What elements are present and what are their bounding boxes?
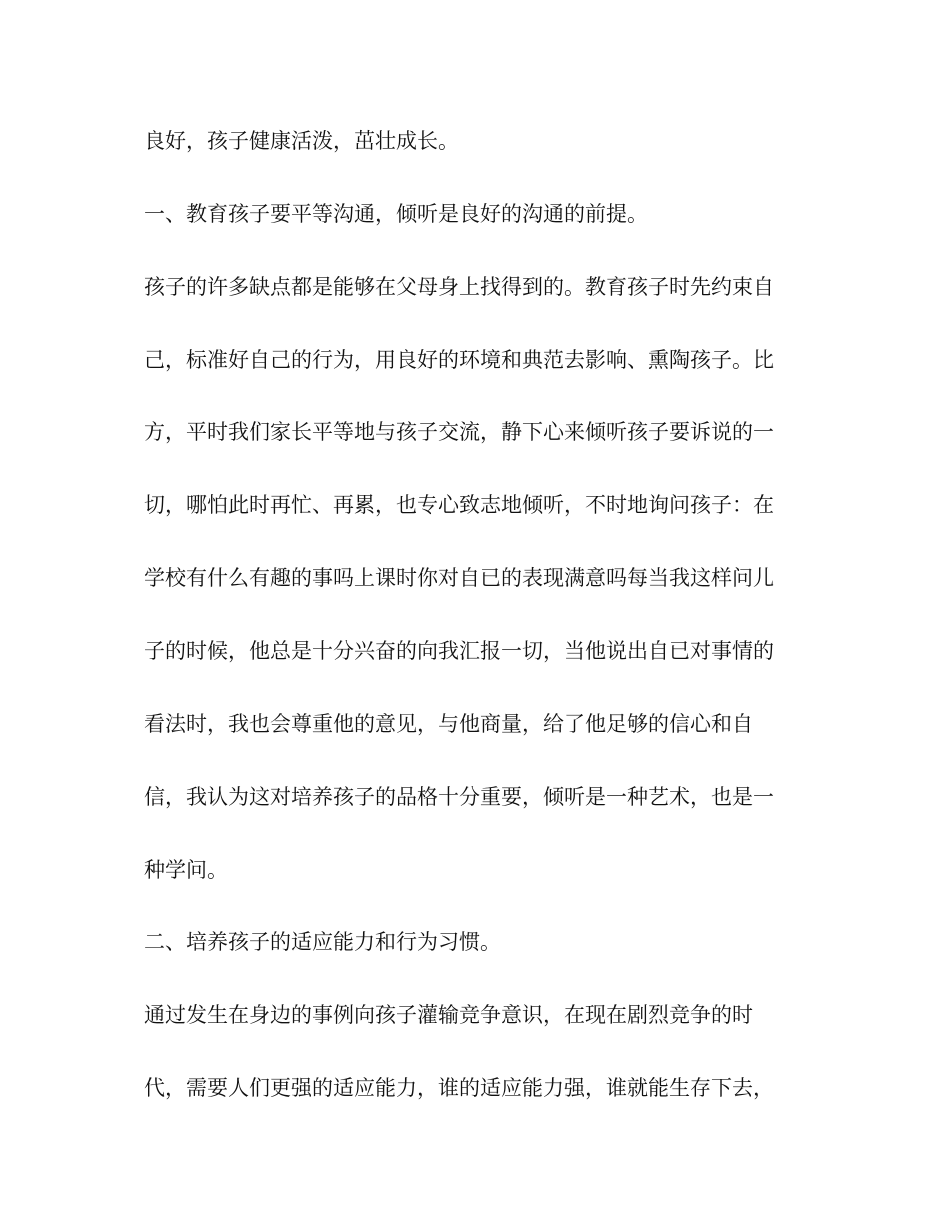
- text-line: 己，标准好自己的行为，用良好的环境和典范去影响、熏陶孩子。比: [144, 348, 774, 372]
- text-line: 种学问。: [144, 858, 228, 882]
- text-line: 方，平时我们家长平等地与孩子交流，静下心来倾听孩子要诉说的一: [144, 420, 774, 444]
- text-line: 信，我认为这对培养孩子的品格十分重要，倾听是一种艺术，也是一: [144, 785, 774, 809]
- section-heading-2: 二、培养孩子的适应能力和行为习惯。: [144, 930, 501, 954]
- text-line: 学校有什么有趣的事吗上课时你对自已的表现满意吗每当我这样问儿: [144, 566, 774, 590]
- text-line: 看法时，我也会尊重他的意见，与他商量，给了他足够的信心和自: [144, 712, 753, 736]
- text-line: 孩子的许多缺点都是能够在父母身上找得到的。教育孩子时先约束自: [144, 275, 774, 299]
- text-line: 代，需要人们更强的适应能力，谁的适应能力强，谁就能生存下去，: [144, 1076, 774, 1100]
- section-heading-1: 一、教育孩子要平等沟通，倾听是良好的沟通的前提。: [144, 202, 648, 226]
- text-line: 切，哪怕此时再忙、再累，也专心致志地倾听，不时地询问孩子：在: [144, 493, 774, 517]
- text-line: 子的时候，他总是十分兴奋的向我汇报一切，当他说出自已对事情的: [144, 639, 774, 663]
- text-line: 通过发生在身边的事例向孩子灌输竞争意识，在现在剧烈竞争的时: [144, 1003, 753, 1027]
- text-line: 良好，孩子健康活泼，茁壮成长。: [144, 129, 459, 153]
